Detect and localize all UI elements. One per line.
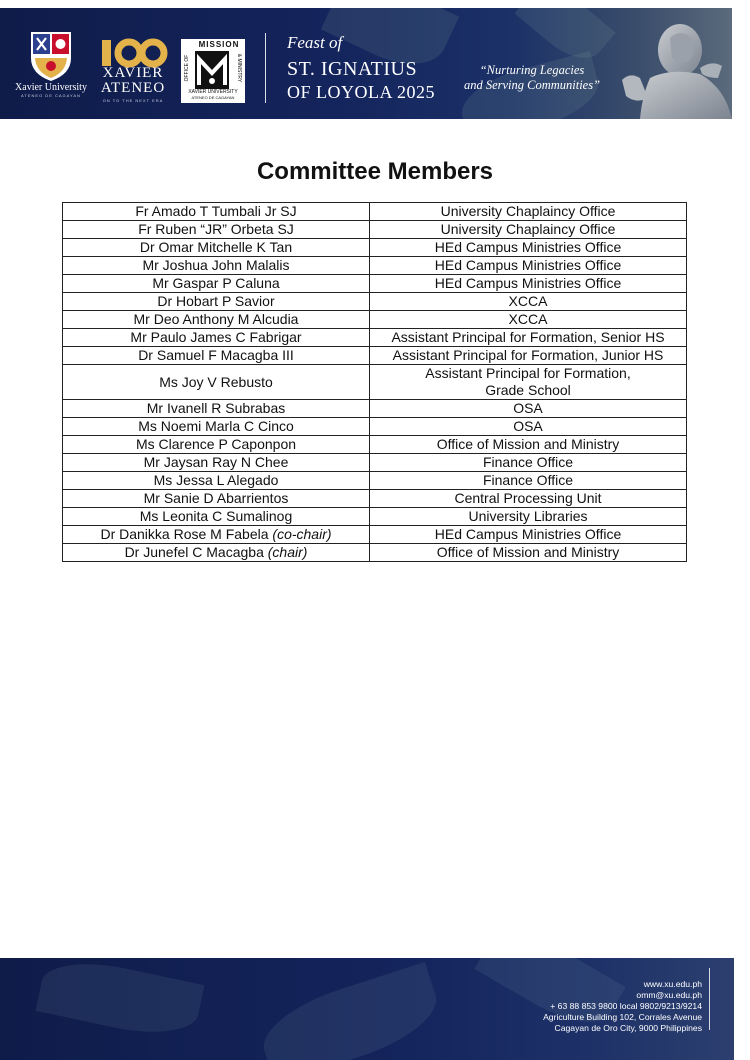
member-office: Finance Office	[482, 454, 573, 470]
member-office: OSA	[513, 400, 543, 416]
member-name-cell	[63, 454, 370, 472]
member-name: Mr Gaspar P Caluna	[152, 275, 280, 291]
header-divider	[265, 33, 266, 103]
member-office: HEd Campus Ministries Office	[434, 275, 622, 291]
member-name: Dr Danikka Rose M Fabela	[100, 526, 269, 542]
omm-mark-icon	[195, 51, 229, 89]
member-name-cell	[63, 472, 370, 490]
member-office: University Chaplaincy Office	[440, 221, 616, 237]
member-office-cell	[370, 347, 687, 365]
event-name: ST. IGNATIUS	[287, 58, 418, 80]
footer-banner	[0, 958, 734, 1060]
member-name-cell	[63, 526, 370, 544]
member-name: Mr Paulo James C Fabrigar	[130, 329, 302, 345]
member-office: University Libraries	[468, 508, 588, 524]
member-office-cell	[370, 293, 687, 311]
footer-address-line-1: Agriculture Building 102, Corrales Avenue	[543, 1012, 702, 1022]
table-row	[63, 472, 687, 490]
omm-logo-bottom-text: XAVIER UNIVERSITY	[188, 89, 238, 95]
member-name-cell	[63, 544, 370, 562]
member-name: Ms Noemi Marla C Cinco	[138, 418, 294, 434]
member-name-cell	[63, 400, 370, 418]
member-office: Grade School	[485, 382, 571, 398]
footer-website[interactable]: www.xu.edu.ph	[643, 979, 702, 989]
member-office-cell	[370, 365, 687, 400]
member-office: Office of Mission and Ministry	[436, 544, 620, 560]
member-name-cell	[63, 221, 370, 239]
table-row	[63, 490, 687, 508]
member-name-cell	[63, 311, 370, 329]
table-row	[63, 311, 687, 329]
member-name-cell	[63, 508, 370, 526]
omm-logo-left-text: OFFICE OF	[184, 54, 190, 82]
committee-members-table	[62, 202, 687, 562]
member-office-cell	[370, 311, 687, 329]
omm-logo-bottom-sub-text: ATENEO DE CAGAYAN	[191, 95, 235, 100]
member-name: Mr Deo Anthony M Alcudia	[133, 311, 299, 327]
member-name: Fr Amado T Tumbali Jr SJ	[135, 203, 297, 219]
member-name-cell	[63, 365, 370, 400]
member-name-cell	[63, 293, 370, 311]
table-row	[63, 275, 687, 293]
table-row	[63, 544, 687, 562]
member-office-cell	[370, 239, 687, 257]
centennial-xavier-text: XAVIER	[102, 65, 164, 81]
member-office-cell	[370, 544, 687, 562]
st-ignatius-statue-icon	[600, 8, 732, 119]
footer-email[interactable]: omm@xu.edu.ph	[636, 990, 702, 1000]
table-row	[63, 454, 687, 472]
footer-address-line-2: Cagayan de Oro City, 9000 Philippines	[554, 1023, 702, 1033]
member-office: HEd Campus Ministries Office	[434, 257, 622, 273]
footer-divider	[709, 968, 710, 1030]
member-office: Finance Office	[482, 472, 573, 488]
centennial-100-logo-icon	[98, 38, 168, 68]
member-name-cell	[63, 418, 370, 436]
member-name: Dr Junefel C Macagba	[124, 544, 264, 560]
member-name: Ms Joy V Rebusto	[159, 373, 273, 390]
member-office: OSA	[513, 418, 543, 434]
palm-leaf-decoration	[36, 958, 205, 1044]
header-banner	[0, 8, 732, 119]
table-row	[63, 436, 687, 454]
palm-leaf-decoration	[254, 962, 447, 1060]
omm-logo-right-text: & MINISTRY	[236, 53, 242, 83]
table-row	[63, 526, 687, 544]
table-row	[63, 508, 687, 526]
member-office: XCCA	[508, 311, 548, 327]
member-name: Dr Samuel F Macagba III	[138, 347, 294, 363]
table-row	[63, 365, 687, 400]
member-office-cell	[370, 221, 687, 239]
page-title: Committee Members	[256, 158, 494, 185]
member-name: Ms Jessa L Alegado	[153, 472, 279, 488]
member-name-cell	[63, 329, 370, 347]
member-name: Ms Leonita C Sumalinog	[139, 508, 293, 524]
university-name: Xavier University	[15, 82, 87, 93]
member-name: Dr Hobart P Savior	[157, 293, 275, 309]
member-office: Assistant Principal for Formation, Junior HS	[392, 347, 664, 363]
tagline-line-1: “Nurturing Legacies	[479, 63, 585, 77]
centennial-ateneo-text: ATENEO	[100, 80, 166, 96]
omm-logo	[181, 39, 245, 103]
university-subtitle: ATENEO DE CAGAYAN	[21, 93, 81, 98]
table-row	[63, 418, 687, 436]
member-name-cell	[63, 257, 370, 275]
omm-logo-top-text: MISSION	[198, 40, 240, 49]
member-name: Mr Joshua John Malalis	[142, 257, 290, 273]
member-role-tag: (co-chair)	[272, 526, 332, 542]
member-name-cell	[63, 490, 370, 508]
committee-members-table-body	[63, 203, 687, 562]
member-office-cell	[370, 400, 687, 418]
member-office: Assistant Principal for Formation, Senior HS	[391, 329, 665, 345]
feast-of-text: Feast of	[287, 33, 343, 52]
member-office-cell	[370, 275, 687, 293]
member-office: Office of Mission and Ministry	[436, 436, 620, 452]
member-office-cell	[370, 508, 687, 526]
member-office: HEd Campus Ministries Office	[434, 239, 622, 255]
table-row	[63, 239, 687, 257]
member-name-cell	[63, 436, 370, 454]
tagline-line-2: and Serving Communities”	[463, 78, 601, 92]
member-office-cell	[370, 490, 687, 508]
table-row	[63, 257, 687, 275]
table-row	[63, 203, 687, 221]
member-name: Mr Sanie D Abarrientos	[143, 490, 289, 506]
member-office-cell	[370, 436, 687, 454]
member-office-cell	[370, 526, 687, 544]
member-name-cell	[63, 203, 370, 221]
member-office-cell	[370, 472, 687, 490]
member-name: Mr Ivanell R Subrabas	[146, 400, 286, 416]
member-office-cell	[370, 454, 687, 472]
member-office: University Chaplaincy Office	[440, 203, 616, 219]
table-row	[63, 293, 687, 311]
member-name-cell	[63, 239, 370, 257]
centennial-era-text: ON TO THE NEXT ERA	[102, 98, 164, 103]
table-row	[63, 347, 687, 365]
xavier-university-crest-icon	[29, 28, 73, 82]
table-row	[63, 400, 687, 418]
event-subtitle: OF LOYOLA 2025	[287, 82, 436, 102]
member-office: HEd Campus Ministries Office	[434, 526, 622, 542]
member-office-cell	[370, 329, 687, 347]
member-office: Assistant Principal for Formation,	[425, 365, 631, 381]
member-office-cell	[370, 203, 687, 221]
member-name: Fr Ruben “JR” Orbeta SJ	[138, 221, 294, 237]
member-name: Ms Clarence P Caponpon	[135, 436, 297, 452]
member-name-cell	[63, 275, 370, 293]
member-office-cell	[370, 418, 687, 436]
member-name: Dr Omar Mitchelle K Tan	[139, 239, 293, 255]
member-office: Central Processing Unit	[454, 490, 602, 506]
member-office: XCCA	[508, 293, 548, 309]
member-name-cell	[63, 347, 370, 365]
member-name: Mr Jaysan Ray N Chee	[143, 454, 289, 470]
table-row	[63, 329, 687, 347]
member-role-tag: (chair)	[267, 544, 308, 560]
member-office-cell	[370, 257, 687, 275]
table-row	[63, 221, 687, 239]
footer-phone: + 63 88 853 9800 local 9802/9213/9214	[550, 1001, 702, 1011]
